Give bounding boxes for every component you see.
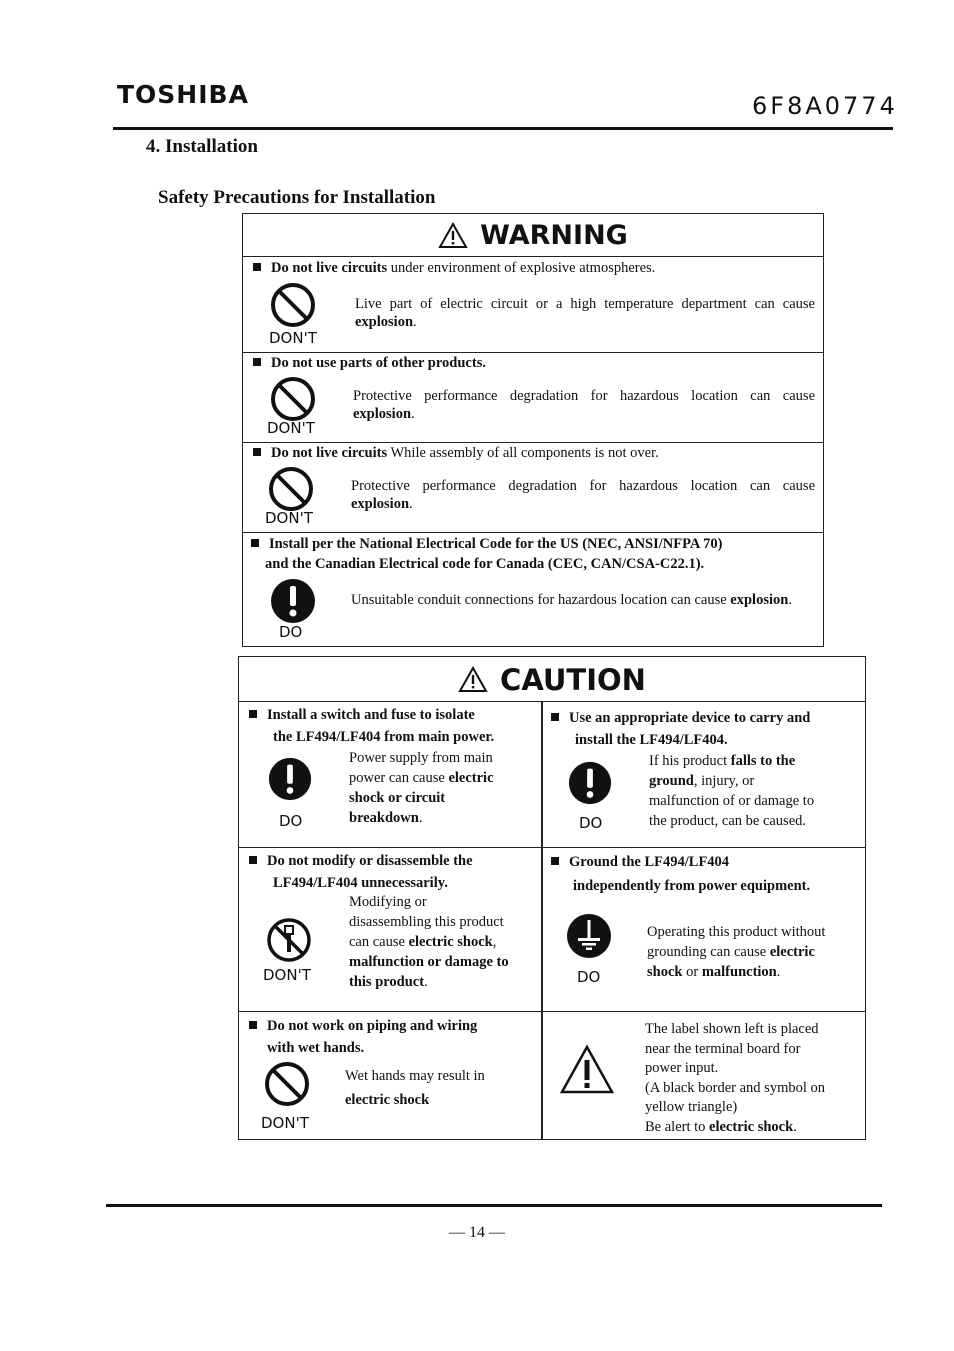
dont-label: DON'T — [267, 419, 315, 437]
do-label: DO — [577, 968, 601, 986]
prohibition-icon — [269, 375, 317, 423]
caution-title: CAUTION — [500, 662, 646, 697]
dont-label: DON'T — [261, 1114, 309, 1132]
dont-label: DON'T — [263, 966, 311, 984]
no-disassembly-icon — [265, 916, 313, 964]
warning-item-desc: Unsuitable conduit connections for hazardous location can cause explosion. — [351, 592, 792, 608]
dont-label: DON'T — [269, 329, 317, 347]
caution-item-desc: Power supply from main power can cause electric shock or circuit breakdown. — [349, 750, 494, 826]
prohibition-icon — [269, 281, 317, 329]
mandatory-action-icon — [269, 577, 317, 625]
ground-connection-icon — [565, 912, 613, 960]
caution-item-heading: Do not work on piping and wiring with wet hands. — [249, 1015, 477, 1059]
prohibition-icon — [267, 465, 315, 513]
caution-row — [239, 847, 865, 1012]
caution-box — [238, 656, 866, 1140]
caution-item-heading: Use an appropriate device to carry and install the LF494/LF404. — [551, 707, 810, 751]
label-placement-note: The label shown left is placed near the terminal board for power input. (A black border and symbol on yellow triangle) Be alert to electric shock. — [645, 1021, 826, 1135]
mandatory-action-icon — [267, 756, 313, 802]
warning-item-desc: Protective performance degradation for hazardous location can cause explosion. — [351, 478, 815, 512]
warning-item-heading: Do not live circuits While assembly of all components is not over. — [253, 443, 659, 463]
warning-item — [243, 442, 823, 533]
header-rule — [113, 127, 893, 130]
do-label: DO — [579, 814, 603, 832]
document-number: 6F8A0774 — [752, 92, 898, 120]
do-label: DO — [279, 812, 303, 830]
caution-item-heading: Ground the LF494/LF404 independently from power equipment. — [551, 850, 810, 898]
caution-item-desc: Operating this product without grounding can cause electric shock or malfunction. — [647, 924, 826, 980]
electric-shock-warning-icon — [559, 1044, 615, 1096]
prohibition-icon — [263, 1060, 311, 1108]
caution-item-desc: Modifying or disassembling this product can cause electric shock, malfunction or damage to this product. — [349, 894, 509, 990]
dont-label: DON'T — [265, 509, 313, 527]
subsection-title: Safety Precautions for Installation — [158, 187, 436, 208]
footer-rule — [106, 1204, 882, 1207]
caution-row — [239, 1011, 865, 1140]
warning-item-heading: Do not use parts of other products. — [253, 353, 486, 373]
caution-item-desc: Wet hands may result in electric shock — [345, 1068, 485, 1108]
warning-item-desc: Live part of electric circuit or a high temperature department can cause explosion. — [355, 296, 815, 330]
caution-item-heading: Do not modify or disassemble the LF494/LF404 unnecessarily. — [249, 850, 473, 894]
caution-header — [239, 657, 865, 702]
caution-item-heading: Install a switch and fuse to isolate the LF494/LF404 from main power. — [249, 704, 494, 748]
mandatory-action-icon — [567, 760, 613, 806]
warning-item — [243, 256, 823, 353]
warning-triangle-icon — [458, 666, 488, 693]
section-title: 4. Installation — [146, 136, 258, 157]
warning-item — [243, 532, 823, 647]
warning-item-heading: Install per the National Electrical Code for the US (NEC, ANSI/NFPA 70) and the Canadian Electrical code for Canada (CEC, CAN/CSA-C22.1). — [251, 534, 821, 574]
warning-header — [243, 214, 823, 257]
caution-item-desc: If his product falls to the ground, injury, or malfunction of or damage to the product, can be caused. — [649, 753, 815, 829]
page-number: — 14 — — [449, 1224, 505, 1241]
warning-item-desc: Protective performance degradation for hazardous location can cause explosion. — [353, 388, 815, 422]
caution-row — [239, 701, 865, 848]
warning-item — [243, 352, 823, 443]
warning-triangle-icon — [438, 222, 468, 249]
warning-title: WARNING — [480, 220, 628, 251]
warning-item-heading: Do not live circuits under environment of explosive atmospheres. — [253, 258, 655, 278]
brand-logo: TOSHIBA — [117, 80, 249, 109]
warning-box — [242, 213, 824, 647]
do-label: DO — [279, 623, 303, 641]
